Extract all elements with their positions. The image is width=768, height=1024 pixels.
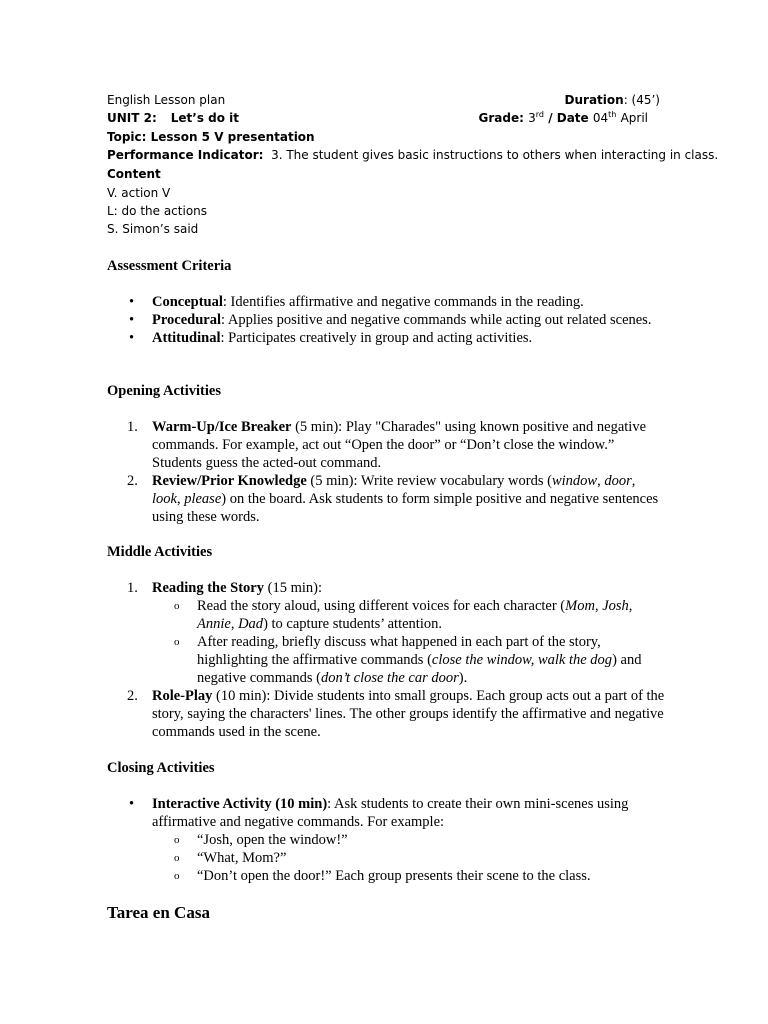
bullet-icon: •: [129, 312, 135, 328]
circle-bullet-icon: o: [174, 600, 180, 612]
list-item: 2. Role-Play (10 min): Divide students into small groups. Each group acts out a part of the story, saying the characters' lines. The other groups identify the affirmative and negative commands used in the scene.: [127, 688, 665, 740]
circle-bullet-icon: o: [174, 870, 180, 882]
closing-list: [107, 795, 667, 885]
content-label: Content: [107, 167, 161, 181]
sub-list-item: o “Don’t open the door!” Each group presents their scene to the class.: [174, 868, 591, 884]
bullet-icon: •: [129, 330, 135, 346]
bullet-icon: •: [129, 796, 135, 812]
content-line-1: V. action V: [107, 186, 171, 200]
plan-title: English Lesson plan: [107, 93, 226, 107]
list-item: 2. Review/Prior Knowledge (5 min): Write review vocabulary words (window, door, look, please) on the board. Ask students to form simple positive and negative sentences using these words.: [127, 473, 659, 525]
homework-heading: Tarea en Casa: [107, 903, 210, 922]
middle-heading: Middle Activities: [107, 544, 213, 560]
duration: Duration: (45’): [564, 93, 660, 107]
list-item: • Procedural: Applies positive and negative commands while acting out related scenes.: [129, 312, 652, 328]
content-line-2: L: do the actions: [107, 204, 208, 218]
unit-label: UNIT 2:: [107, 111, 157, 125]
sub-list-item: o After reading, briefly discuss what happened in each part of the story, highlighting the affirmative commands (close the window, walk the dog) and negative commands (don’t close the car door).: [174, 634, 642, 686]
assessment-heading: Assessment Criteria: [107, 258, 232, 274]
circle-bullet-icon: o: [174, 636, 180, 648]
header-row-1: [107, 91, 660, 109]
unit-name: Let’s do it: [170, 111, 240, 125]
grade-date: Grade: 3rd / Date 04th April: [478, 110, 648, 125]
closing-heading: Closing Activities: [107, 760, 215, 776]
sub-list-item: o “Josh, open the window!”: [174, 832, 348, 848]
content-line-3: S. Simon’s said: [107, 222, 199, 236]
list-item: • Conceptual: Identifies affirmative and negative commands in the reading.: [129, 294, 584, 310]
list-item: • Attitudinal: Participates creatively in group and acting activities.: [129, 330, 533, 346]
circle-bullet-icon: o: [174, 834, 180, 846]
sub-list: [152, 597, 667, 687]
opening-list: [107, 418, 667, 526]
performance-indicator: Performance Indicator: 3. The student gives basic instructions to others when interacting in class.: [107, 148, 719, 162]
sub-list: [152, 831, 667, 885]
sub-list-item: o “What, Mom?”: [174, 850, 287, 866]
topic: Topic: Lesson 5 V presentation: [107, 130, 315, 144]
header-row-2: [107, 109, 660, 127]
assessment-list: [107, 293, 667, 347]
middle-list: [107, 579, 667, 741]
list-item: 1. Reading the Story (15 min): o Read the story aloud, using different voices for each character (Mom, Josh, Annie, Dad) to capture students’ attention. o After reading, briefly discuss what happened in each part of the story, highlighting the affirmative commands (close the window, walk the dog) and negative commands (don’t close the car door).: [107, 579, 667, 687]
opening-heading: Opening Activities: [107, 383, 221, 399]
bullet-icon: •: [129, 294, 135, 310]
list-item: • Interactive Activity (10 min): Ask students to create their own mini-scenes using affirmative and negative commands. For example: o “Josh, open the window!” o “What, Mom?” o “Don’t open the door!” Each group presents their scene to the class.: [107, 795, 667, 885]
circle-bullet-icon: o: [174, 852, 180, 864]
list-item: 1. Warm-Up/Ice Breaker (5 min): Play "Charades" using known positive and negative commands. For example, act out “Open the door” or “Don’t close the window.” Students guess the acted-out command.: [127, 419, 647, 471]
sub-list-item: o Read the story aloud, using different voices for each character (Mom, Josh, Annie, Dad) to capture students’ attention.: [174, 598, 633, 632]
